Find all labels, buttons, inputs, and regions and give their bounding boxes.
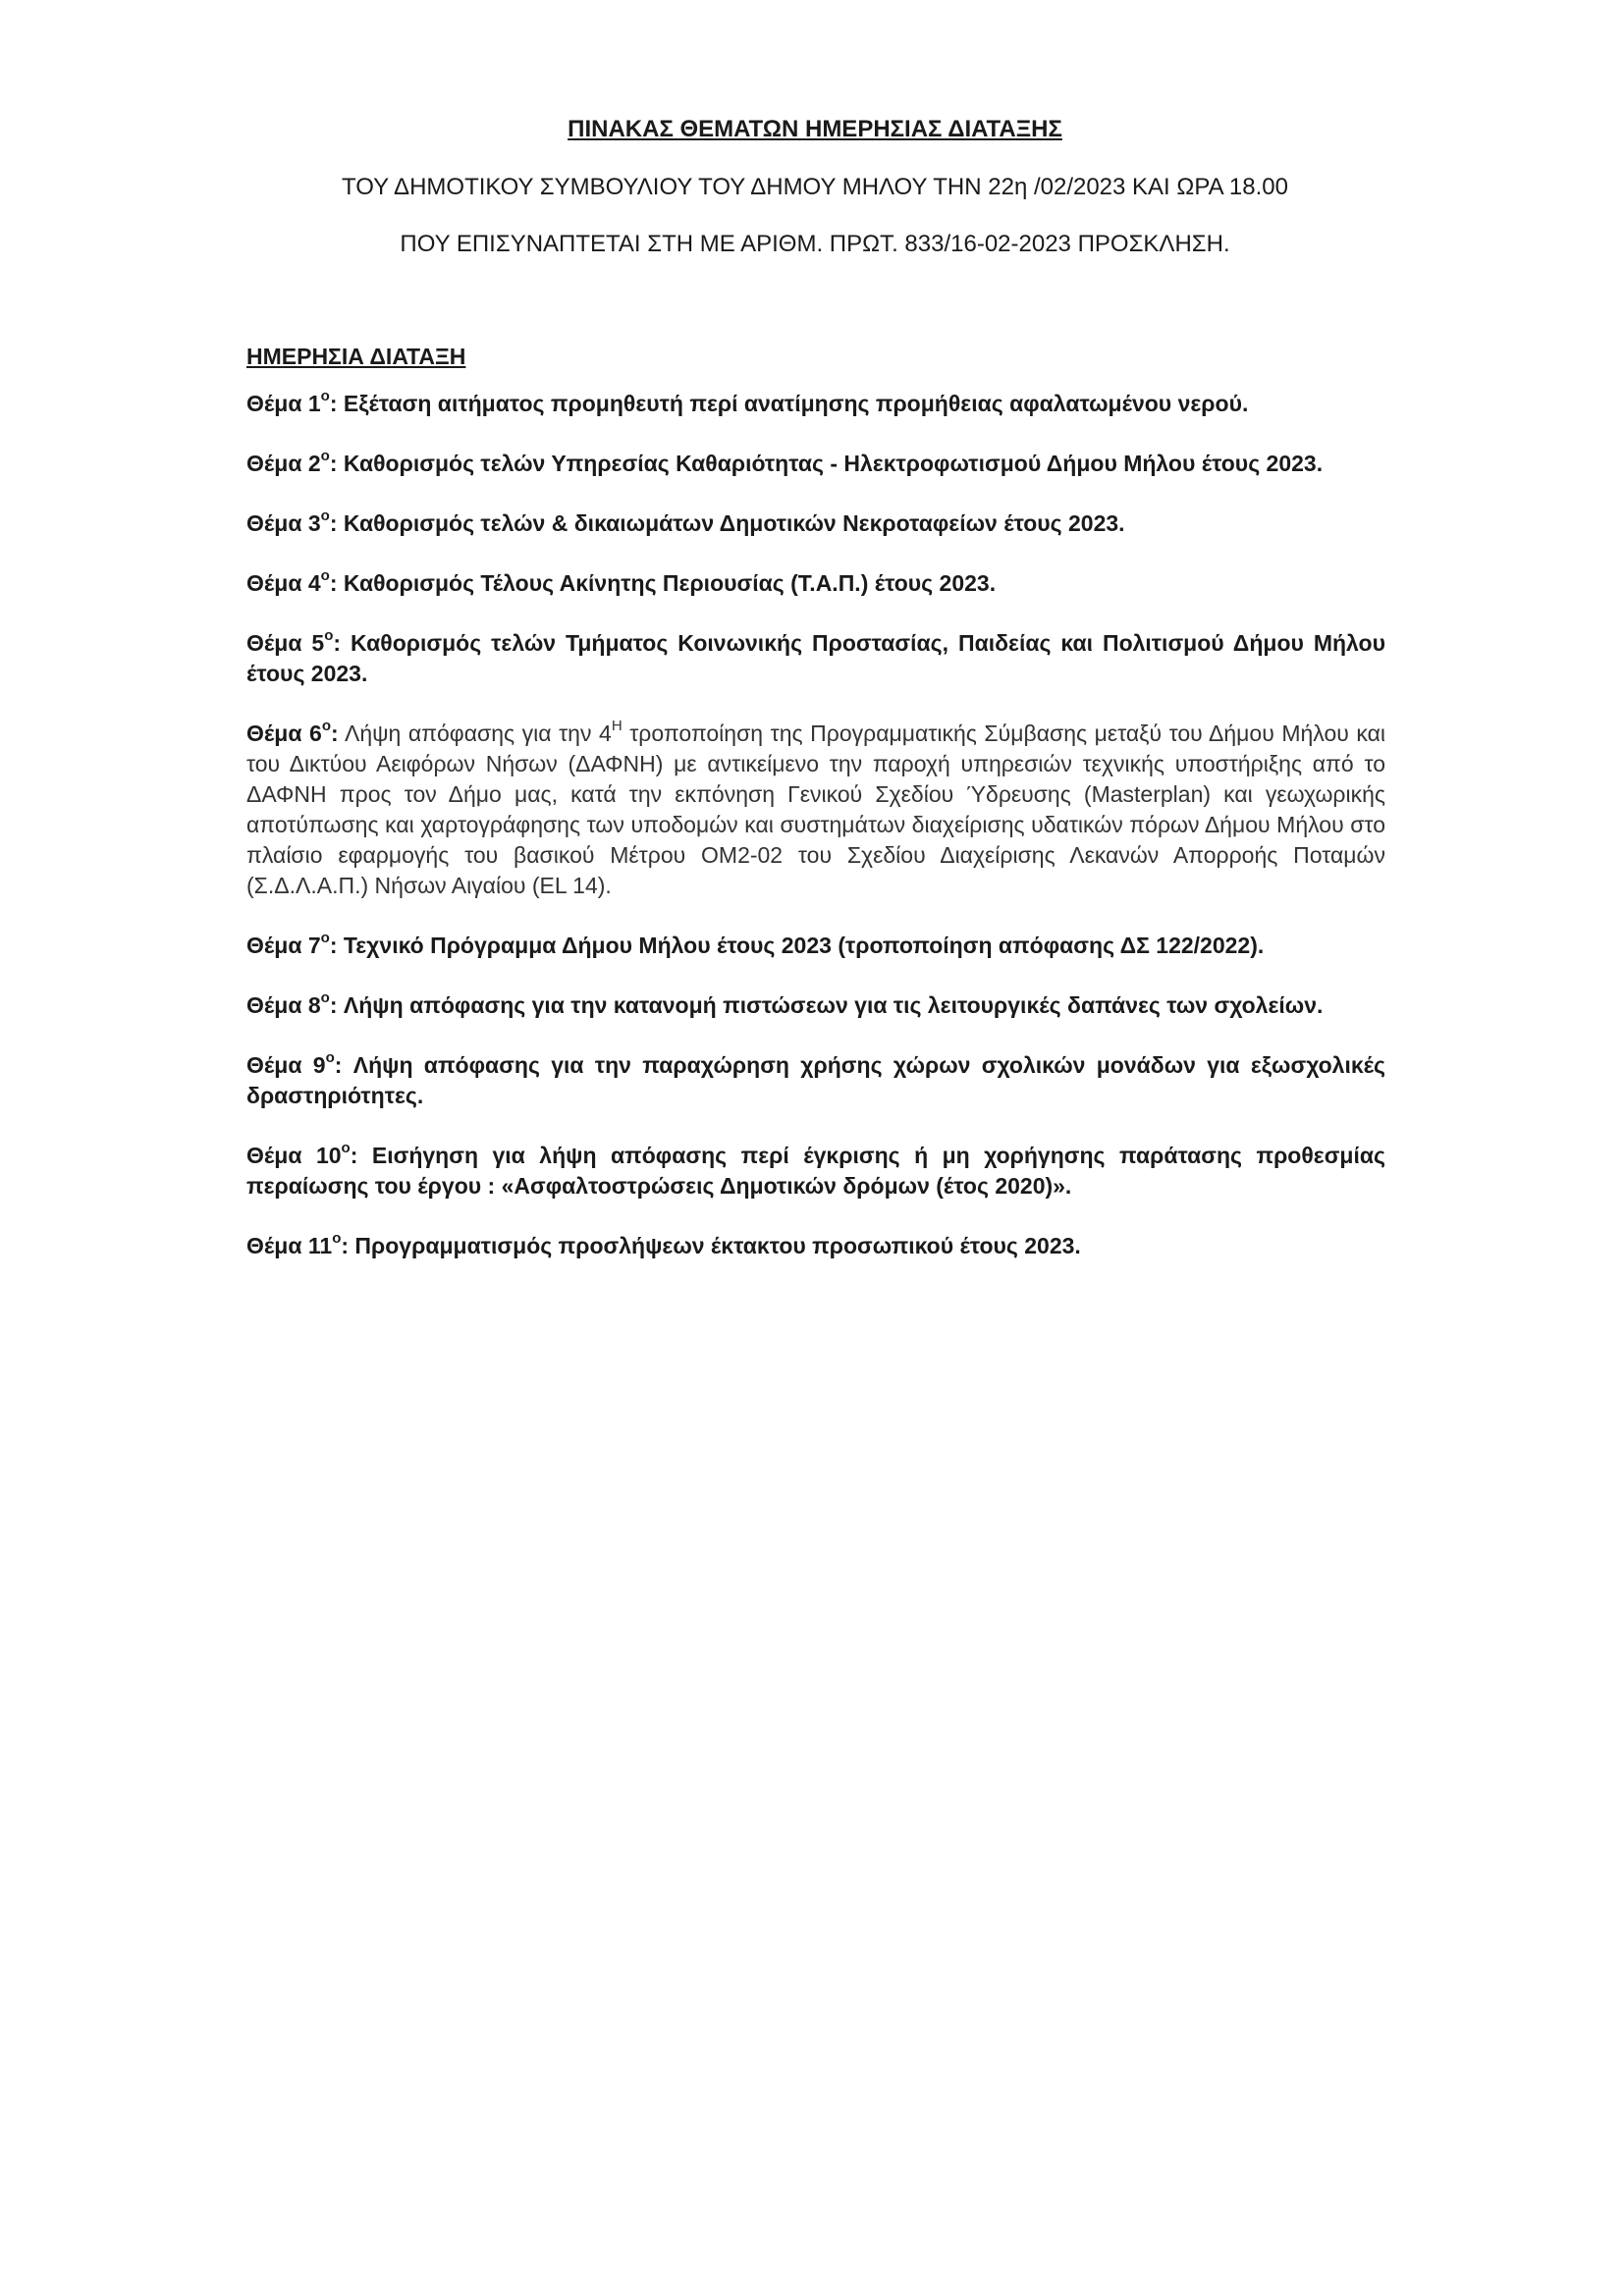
document-subtitle-line1: ΤΟΥ ΔΗΜΟΤΙΚΟΥ ΣΥΜΒΟΥΛΙΟΥ ΤΟΥ ΔΗΜΟΥ ΜΗΛΟΥ ΤΗΝ 22η /02/2023 ΚΑΙ ΩΡΑ 18.00	[342, 174, 1288, 200]
agenda-topic-5	[246, 628, 1385, 689]
topic-text: Λήψη απόφασης για την κατανομή πιστώσεων για τις λειτουργικές δαπάνες των σχολείων.	[343, 992, 1324, 1018]
topic-text: Εξέταση αιτήματος προμηθευτή περί ανατίμησης προμήθειας αφαλατωμένου νερού.	[343, 391, 1249, 416]
agenda-heading: ΗΜΕΡΗΣΙΑ ΔΙΑΤΑΞΗ	[246, 344, 466, 369]
topic-text: Καθορισμός Τέλους Ακίνητης Περιουσίας (Τ.Α.Π.) έτους 2023.	[343, 570, 997, 596]
agenda-topic-7	[246, 931, 1385, 961]
document-title: ΠΙΝΑΚΑΣ ΘΕΜΑΤΩΝ ΗΜΕΡΗΣΙΑΣ ΔΙΑΤΑΞΗΣ	[568, 116, 1062, 142]
topic-label: Θέμα $9^o$:	[246, 1049, 343, 1078]
topic-text: Λήψη απόφασης για την παραχώρηση χρήσης χώρων σχολικών μονάδων για εξωσχολικές δραστηριότητες.	[246, 1052, 1385, 1108]
agenda-topic-11	[246, 1231, 1385, 1261]
topic-text: Καθορισμός τελών Τμήματος Κοινωνικής Προστασίας, Παιδείας και Πολιτισμού Δήμου Μήλου έτους 2023.	[246, 630, 1385, 686]
topic-text: Εισήγηση για λήψη απόφασης περί έγκρισης ή μη χορήγησης παράτασης προθεσμίας περαίωσης του έργου : «Ασφαλτοστρώσεις Δημοτικών δρόμων (έτος 2020)».	[246, 1143, 1385, 1199]
agenda-topic-9	[246, 1050, 1385, 1111]
topic-text: Καθορισμός τελών & δικαιωμάτων Δημοτικών Νεκροταφείων έτους 2023.	[343, 510, 1125, 536]
topic-text: Τεχνικό Πρόγραμμα Δήμου Μήλου έτους 2023 (τροποποίηση απόφασης ΔΣ 122/2022).	[343, 933, 1265, 958]
topic-text: Καθορισμός τελών Υπηρεσίας Καθαριότητας - Ηλεκτροφωτισμού Δήμου Μήλου έτους 2023.	[343, 451, 1324, 476]
topic-label: Θέμα $5^o$:	[246, 627, 342, 656]
topic-label: Θέμα $2^o$:	[246, 448, 338, 476]
topic-label: Θέμα $10^o$:	[246, 1140, 358, 1168]
topic-text: Προγραμματισμός προσλήψεων έκτακτου προσωπικού έτους 2023.	[354, 1233, 1081, 1258]
topic-label: Θέμα $11^o$:	[246, 1230, 350, 1258]
topic-label: Θέμα $1^o$:	[246, 388, 338, 416]
topic-text: Λήψη απόφασης για την $4^H$ τροποποίηση της Προγραμματικής Σύμβασης μεταξύ του Δήμου Μήλου και του Δικτύου Αειφόρων Νήσων (ΔΑΦΝΗ) με αντικείμενο την παροχή υπηρεσιών τεχνικής υποστήριξης από το ΔΑΦΝΗ προς τον Δήμο μας, κατά την εκπόνηση Γενικού Σχεδίου Ύδρευσης (Masterplan) και γεωχωρικής αποτύπωσης και χαρτογράφησης των υποδομών και συστημάτων διαχείρισης υδατικών πόρων Δήμου Μήλου στο πλαίσιο εφαρμογής του βασικού Μέτρου ΟΜ2-02 του Σχεδίου Διαχείρισης Λεκανών Απορροής Ποταμών (Σ.Δ.Λ.Α.Π.) Νήσων Αιγαίου (EL 14).	[246, 718, 1385, 898]
agenda-topic-6	[246, 719, 1385, 901]
agenda-topic-3	[246, 508, 1385, 539]
topic-label: Θέμα $6^o$:	[246, 718, 339, 746]
topic-label: Θέμα $3^o$:	[246, 507, 338, 536]
agenda-section	[246, 342, 1385, 1291]
topic-label: Θέμα $4^o$:	[246, 567, 338, 596]
agenda-topic-2	[246, 449, 1385, 479]
agenda-topic-1	[246, 389, 1385, 419]
agenda-topic-8	[246, 990, 1385, 1021]
document-subtitle-line2: ΠΟΥ ΕΠΙΣΥΝΑΠΤΕΤΑΙ ΣΤΗ ΜΕ ΑΡΙΘΜ. ΠΡΩΤ. 833/16-02-2023 ΠΡΟΣΚΛΗΣΗ.	[400, 231, 1230, 257]
topic-label: Θέμα $7^o$:	[246, 930, 338, 958]
topic-label: Θέμα $8^o$:	[246, 989, 338, 1018]
agenda-topic-10	[246, 1141, 1385, 1201]
agenda-topic-4	[246, 568, 1385, 599]
